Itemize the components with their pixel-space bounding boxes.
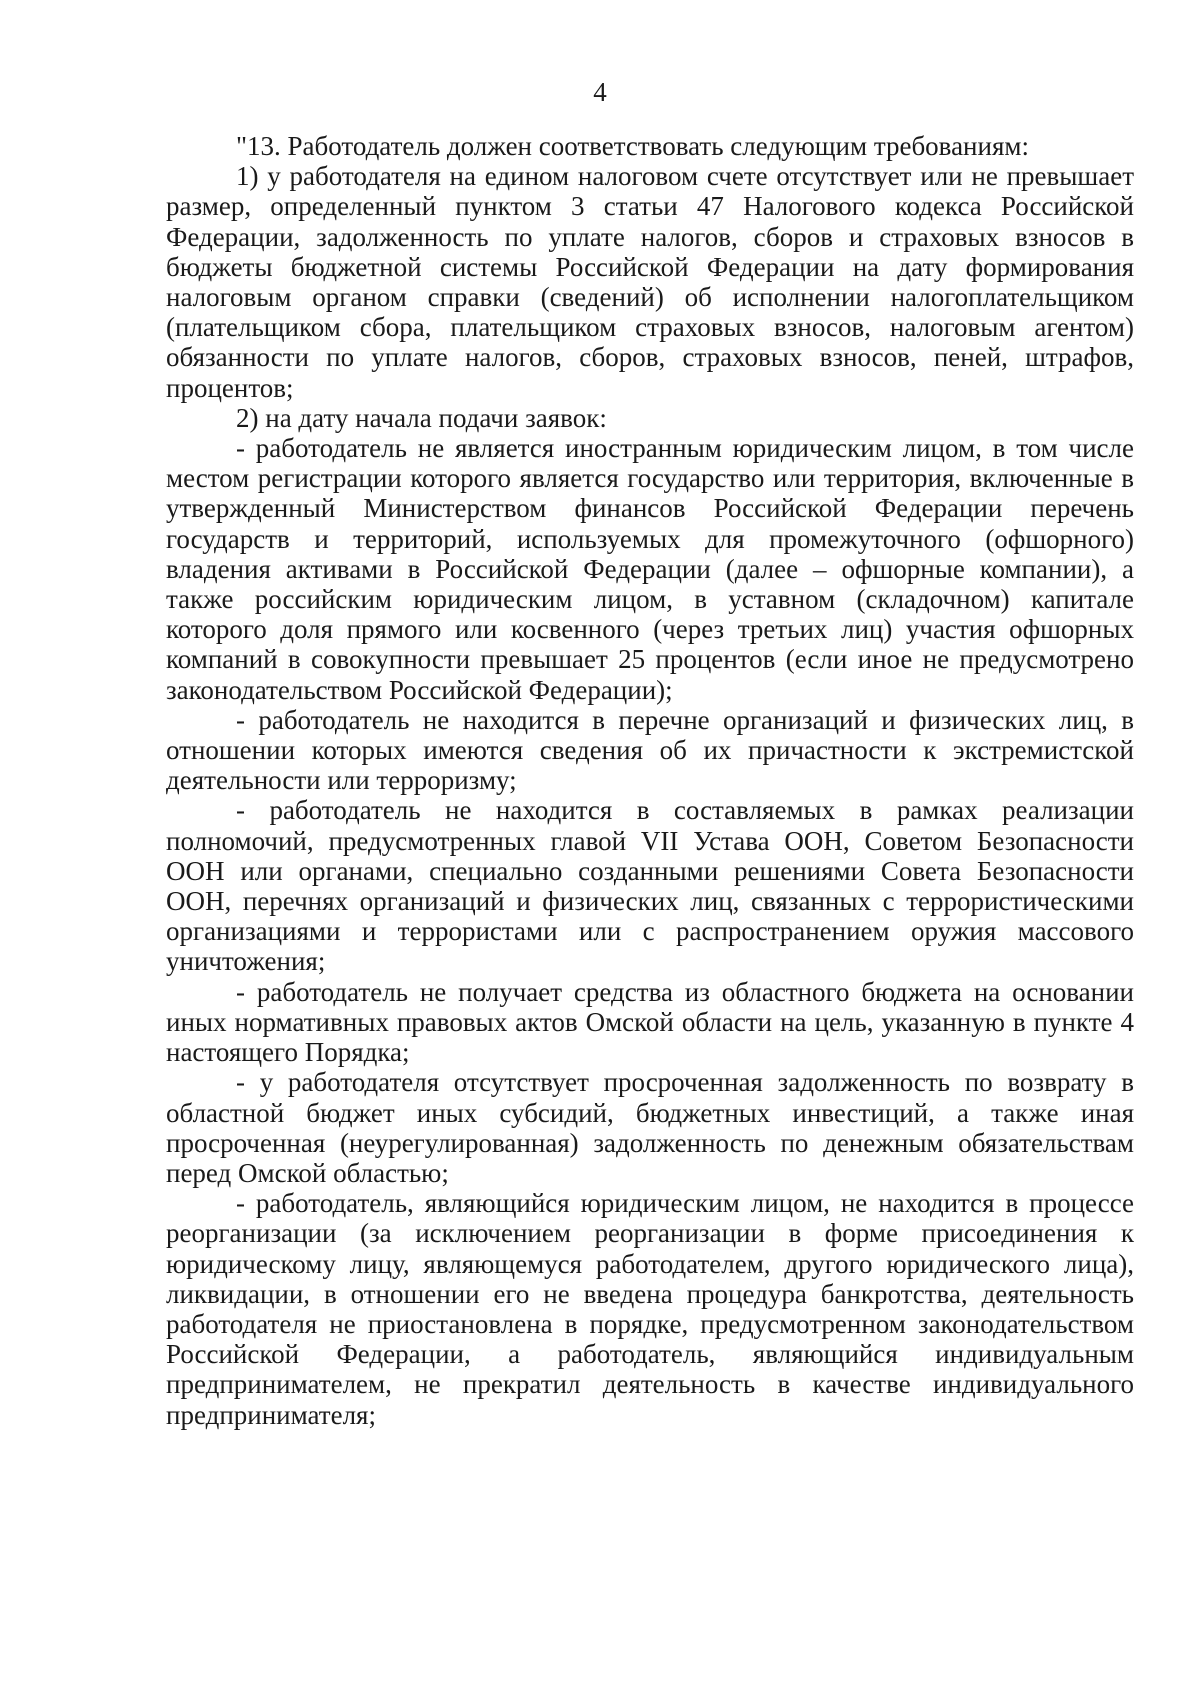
paragraph-overdue-debt-requirement: - у работодателя отсутствует просроченная задолженность по возврату в областной бюджет иных субсидий, бюджетных инвестиций, а также иная просроченная (неурегулированная) задолженность по денежным обязательствам перед Омской областью; [166,1067,1134,1188]
paragraph-un-list-requirement: - работодатель не находится в составляемых в рамках реализации полномочий, предусмотренных главой VII Устава ООН, Советом Безопасности ООН или органами, специально созданными решениями Совета Безопасности ООН, перечнях организаций и физических лиц, связанных с террористическими организациями и террористами или с распространением оружия массового уничтожения; [166,795,1134,977]
paragraph-extremism-list-requirement: - работодатель не находится в перечне организаций и физических лиц, в отношении которых имеются сведения об их причастности к экстремистской деятельности или терроризму; [166,704,1134,796]
paragraph-item-2-intro: 2) на дату начала подачи заявок: [236,402,607,433]
document-body [166,131,1134,1430]
paragraph-item-1-tax-debt: 1) у работодателя на едином налоговом счете отсутствует или не превышает размер, определенный пунктом 3 статьи 47 Налогового кодекса Российской Федерации, задолженность по уплате налогов, сборов и страховых взносов в бюджеты бюджетной системы Российской Федерации на дату формирования налоговым органом справки (сведений) об исполнении налогоплательщиком (плательщиком сбора, плательщиком страховых взносов, налоговым агентом) обязанности по уплате налогов, сборов, страховых взносов, пеней, штрафов, процентов; [166,161,1134,403]
paragraph-reorganization-requirement: - работодатель, являющийся юридическим лицом, не находится в процессе реорганизации (за исключением реорганизации в форме присоединения к юридическому лицу, являющемуся работодателем, другого юридического лица), ликвидации, в отношении его не введена процедура банкротства, деятельность работодателя не приостановлена в порядке, предусмотренном законодательством Российской Федерации, а работодатель, являющийся индивидуальным предпринимателем, не прекратил деятельность в качестве индивидуального предпринимателя; [166,1188,1134,1430]
paragraph-regional-budget-requirement: - работодатель не получает средства из областного бюджета на основании иных нормативных правовых актов Омской области на цель, указанную в пункте 4 настоящего Порядка; [166,976,1134,1068]
page-number: 4 [593,77,607,107]
paragraph-offshore-requirement: - работодатель не является иностранным юридическим лицом, в том числе местом регистрации которого является государство или территория, включенные в утвержденный Министерством финансов Российской Федерации перечень государств и территорий, используемых для промежуточного (офшорного) владения активами в Российской Федерации (далее – офшорные компании), а также российским юридическим лицом, в уставном (складочном) капитале которого доля прямого или косвенного (через третьих лиц) участия офшорных компаний в совокупности превышает 25 процентов (если иное не предусмотрено законодательством Российской Федерации); [166,433,1134,705]
paragraph-13-heading: "13. Работодатель должен соответствовать следующим требованиям: [236,131,1029,161]
